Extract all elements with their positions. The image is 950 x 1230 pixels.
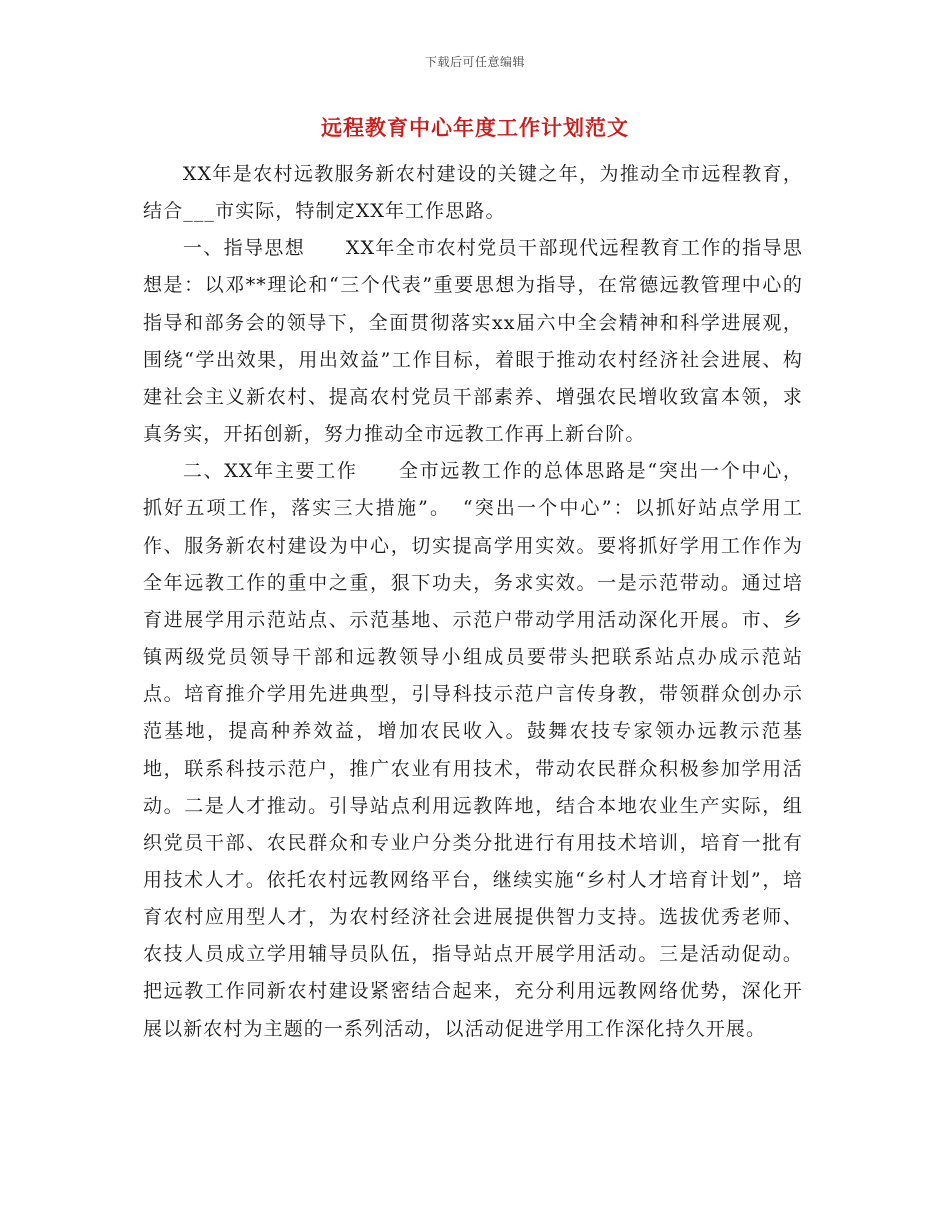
paragraph-main-work: 二、XX年主要工作 全市远教工作的总体思路是“突出一个中心，抓好五项工作，落实三大措施”。 “突出一个中心”：以抓好站点学用工作、服务新农村建设为中心，切实提高学用实效。要将抓好学用工作作为全年远教工作的重中之重，狠下功夫，务求实效。一是示范带动。通过培育进展学用示范站点、示范基地、示范户带动学用活动深化开展。市、乡镇两级党员领导干部和远教领导小组成员要带头把联系站点办成示范站点。培育推介学用先进典型，引导科技示范户言传身教，带领群众创办示范基地，提高种养效益，增加农民收入。鼓舞农技专家领办远教示范基地，联系科技示范户，推广农业有用技术，带动农民群众积极参加学用活动。二是人才推动。引导站点利用远教阵地，结合本地农业生产实际，组织党员干部、农民群众和专业户分类分批进行有用技术培训，培育一批有用技术人才。依托农村远教网络平台，继续实施“乡村人才培育计划”，培育农村应用型人才，为农村经济社会进展提供智力支持。选拔优秀老师、农技人员成立学用辅导员队伍，指导站点开展学用活动。三是活动促动。把远教工作同新农村建设紧密结合起来，充分利用远教网络优势，深化开展以新农村为主题的一系列活动，以活动促进学用工作深化持久开展。 xyxy=(143,460,803,1040)
paragraph-intro: XX年是农村远教服务新农村建设的关键之年，为推动全市远程教育，结合___市实际，特制定XX年工作思路。 xyxy=(143,163,803,223)
paragraph-guiding-thought: 一、指导思想 XX年全市农村党员干部现代远程教育工作的指导思想是：以邓**理论和“三个代表”重要思想为指导，在常德远教管理中心的指导和部务会的领导下，全面贯彻落实xx届六中全会精神和科学进展观，围绕“学出效果，用出效益”工作目标，着眼于推动农村经济社会进展、构建社会主义新农村、提高农村党员干部素养、增强农民增收致富本领，求真务实，开拓创新，努力推动全市远教工作再上新台阶。 xyxy=(143,237,803,446)
document-title: 远程教育中心年度工作计划范文 xyxy=(321,115,629,140)
page-header: 下载后可任意编辑 xyxy=(424,55,525,69)
document-body xyxy=(143,156,803,1048)
